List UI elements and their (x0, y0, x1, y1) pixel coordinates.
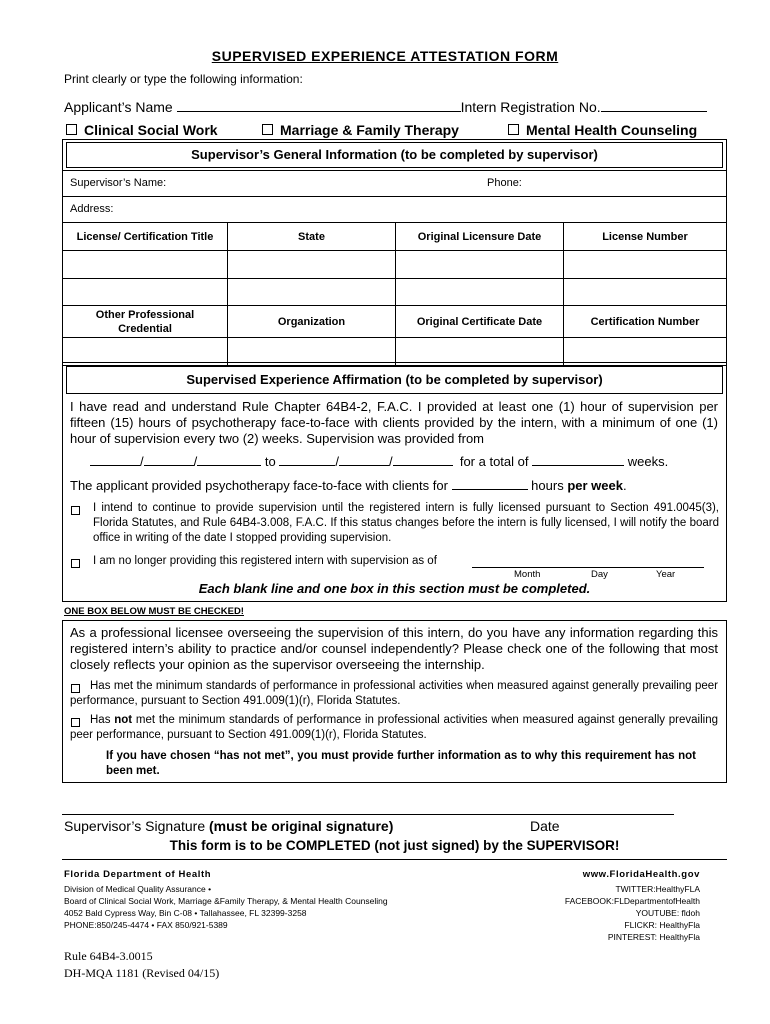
to-day-field[interactable] (339, 454, 389, 466)
license-header-date: Original Licensure Date (396, 223, 564, 251)
day-caption: Day (591, 569, 608, 580)
affirmation-header: Supervised Experience Affirmation (to be completed by supervisor) (186, 372, 603, 387)
no-longer-text: I am no longer providing this registered intern with supervision as of (93, 555, 437, 567)
license-cell[interactable] (396, 279, 564, 306)
completion-note: This form is to be COMPLETED (not just signed) by the SUPERVISOR! (169, 838, 620, 853)
assessment-question: As a professional licensee overseeing the supervision of this intern, do you have any information regarding this registered intern’s ability to practice and/or counsel independently? Please check one of the following that most closely reflects your opinion as the supervisor overseeing the internship. (70, 625, 718, 672)
footer-divider (62, 859, 727, 860)
checkbox-icon[interactable] (508, 124, 519, 135)
further-info-note: If you have chosen “has not met”, you must provide further information as to why this requirement has not been met. (106, 750, 696, 777)
form-title: SUPERVISED EXPERIENCE ATTESTATION FORM (211, 48, 559, 64)
license-cell[interactable] (228, 279, 396, 306)
footer-social-block: TWITTER:HealthyFLA FACEBOOK:FLDepartmentofHealth YOUTUBE: fldoh FLICKR: HealthyFla PINTEREST: HealthyFla (564, 884, 700, 942)
credential-header-title: Other Professional Credential (63, 306, 228, 338)
met-option-text: Has met the minimum standards of performance in professional activities when measured against generally prevailing peer performance, pursuant to Section 491.009(1)(r), Florida Statutes. (70, 680, 718, 707)
total-weeks-field[interactable] (532, 454, 624, 466)
license-cell[interactable] (564, 279, 727, 306)
credential-header-date: Original Certificate Date (396, 306, 564, 338)
instruction-text: Print clearly or type the following information: (64, 72, 303, 86)
license-cell[interactable] (63, 251, 228, 279)
footer-dept: Florida Department of Health (64, 869, 212, 880)
intern-registration-label: Intern Registration No. (460, 99, 601, 115)
hours-row: The applicant provided psychotherapy face-to-face with clients for hours per week. (70, 478, 627, 493)
applicant-name-field[interactable] (177, 100, 461, 112)
supervision-dates-row: / / to / / for a total of weeks. (90, 454, 668, 470)
license-cell[interactable] (63, 279, 228, 306)
phone-label: Phone: (487, 177, 522, 189)
applicant-name-label: Applicant’s Name (64, 99, 173, 115)
address-row (62, 196, 727, 223)
end-date-field[interactable] (472, 567, 704, 568)
box-must-be-checked-note: ONE BOX BELOW MUST BE CHECKED! (64, 606, 244, 617)
license-header-number: License Number (564, 223, 727, 251)
blank-line-note: Each blank line and one box in this section must be completed. (198, 581, 591, 596)
intern-registration-field[interactable] (601, 100, 707, 112)
discipline-option-mhc[interactable]: Mental Health Counseling (508, 122, 697, 138)
checkbox-icon[interactable] (71, 718, 80, 727)
no-longer-checkbox[interactable] (71, 557, 86, 571)
from-year-field[interactable] (197, 454, 261, 466)
license-cell[interactable] (228, 251, 396, 279)
license-table (62, 222, 727, 366)
license-header-state: State (228, 223, 396, 251)
credential-header-number: Certification Number (564, 306, 727, 338)
to-year-field[interactable] (393, 454, 453, 466)
checkbox-icon[interactable] (71, 506, 80, 515)
year-caption: Year (656, 569, 676, 580)
credential-header-organization: Organization (228, 306, 396, 338)
affirmation-paragraph: I have read and understand Rule Chapter 64B4-2, F.A.C. I provided at least one (1) hour of supervision per fifteen (15) hours of psychotherapy face-to-face with clients provided by the intern, with a minimum of one (1) hour of supervision every two (2) weeks. Supervision was provided from (70, 399, 718, 446)
continue-checkbox[interactable] (71, 504, 86, 518)
met-checkbox[interactable] (71, 682, 86, 696)
checkbox-icon[interactable] (71, 559, 80, 568)
not-met-option-text: Has not met the minimum standards of performance in professional activities when measured against generally prevailing peer performance, pursuant to Section 491.009(1)(r), Florida Statutes. (70, 714, 719, 741)
rule-citation: Rule 64B4-3.0015 DH-MQA 1181 (Revised 04/15) (64, 949, 220, 980)
to-month-field[interactable] (279, 454, 335, 466)
address-label: Address: (70, 203, 114, 215)
from-day-field[interactable] (144, 454, 194, 466)
discipline-option-csw[interactable]: Clinical Social Work (66, 122, 218, 138)
from-month-field[interactable] (90, 454, 140, 466)
continue-text: I intend to continue to provide supervision until the registered intern is fully licensed pursuant to Section 491.0045(3), Florida Statutes, and Rule 64B4-3.008, F.A.C. If this status changes before the intern is fully licensed, I will notify the board office in writing of the date I stopped providing supervision. (93, 502, 719, 544)
checkbox-icon[interactable] (66, 124, 77, 135)
hours-per-week-field[interactable] (452, 478, 528, 490)
license-cell[interactable] (564, 251, 727, 279)
footer-address-block: Division of Medical Quality Assurance • Board of Clinical Social Work, Marriage &Family Therapy, & Mental Health Counseling 4052 Bald Cypress Way, Bin C-08 • Tallahassee, FL 32399-3258 PHONE:850/245-4474 • FAX 850/921-5389 (64, 884, 388, 930)
license-cell[interactable] (396, 251, 564, 279)
license-header-title: License/ Certification Title (63, 223, 228, 251)
checkbox-icon[interactable] (262, 124, 273, 135)
applicant-row (64, 99, 707, 115)
discipline-option-mft[interactable]: Marriage & Family Therapy (262, 122, 459, 138)
month-caption: Month (514, 569, 541, 580)
footer-website[interactable]: www.FloridaHealth.gov (582, 869, 700, 880)
date-label: Date (530, 818, 560, 834)
not-met-checkbox[interactable] (71, 716, 86, 730)
supervisor-info-header: Supervisor’s General Information (to be completed by supervisor) (191, 147, 598, 162)
signature-label: Supervisor’s Signature (must be original signature) (64, 818, 394, 834)
supervisor-name-label: Supervisor’s Name: (70, 177, 167, 189)
checkbox-icon[interactable] (71, 684, 80, 693)
signature-line[interactable] (62, 814, 674, 815)
